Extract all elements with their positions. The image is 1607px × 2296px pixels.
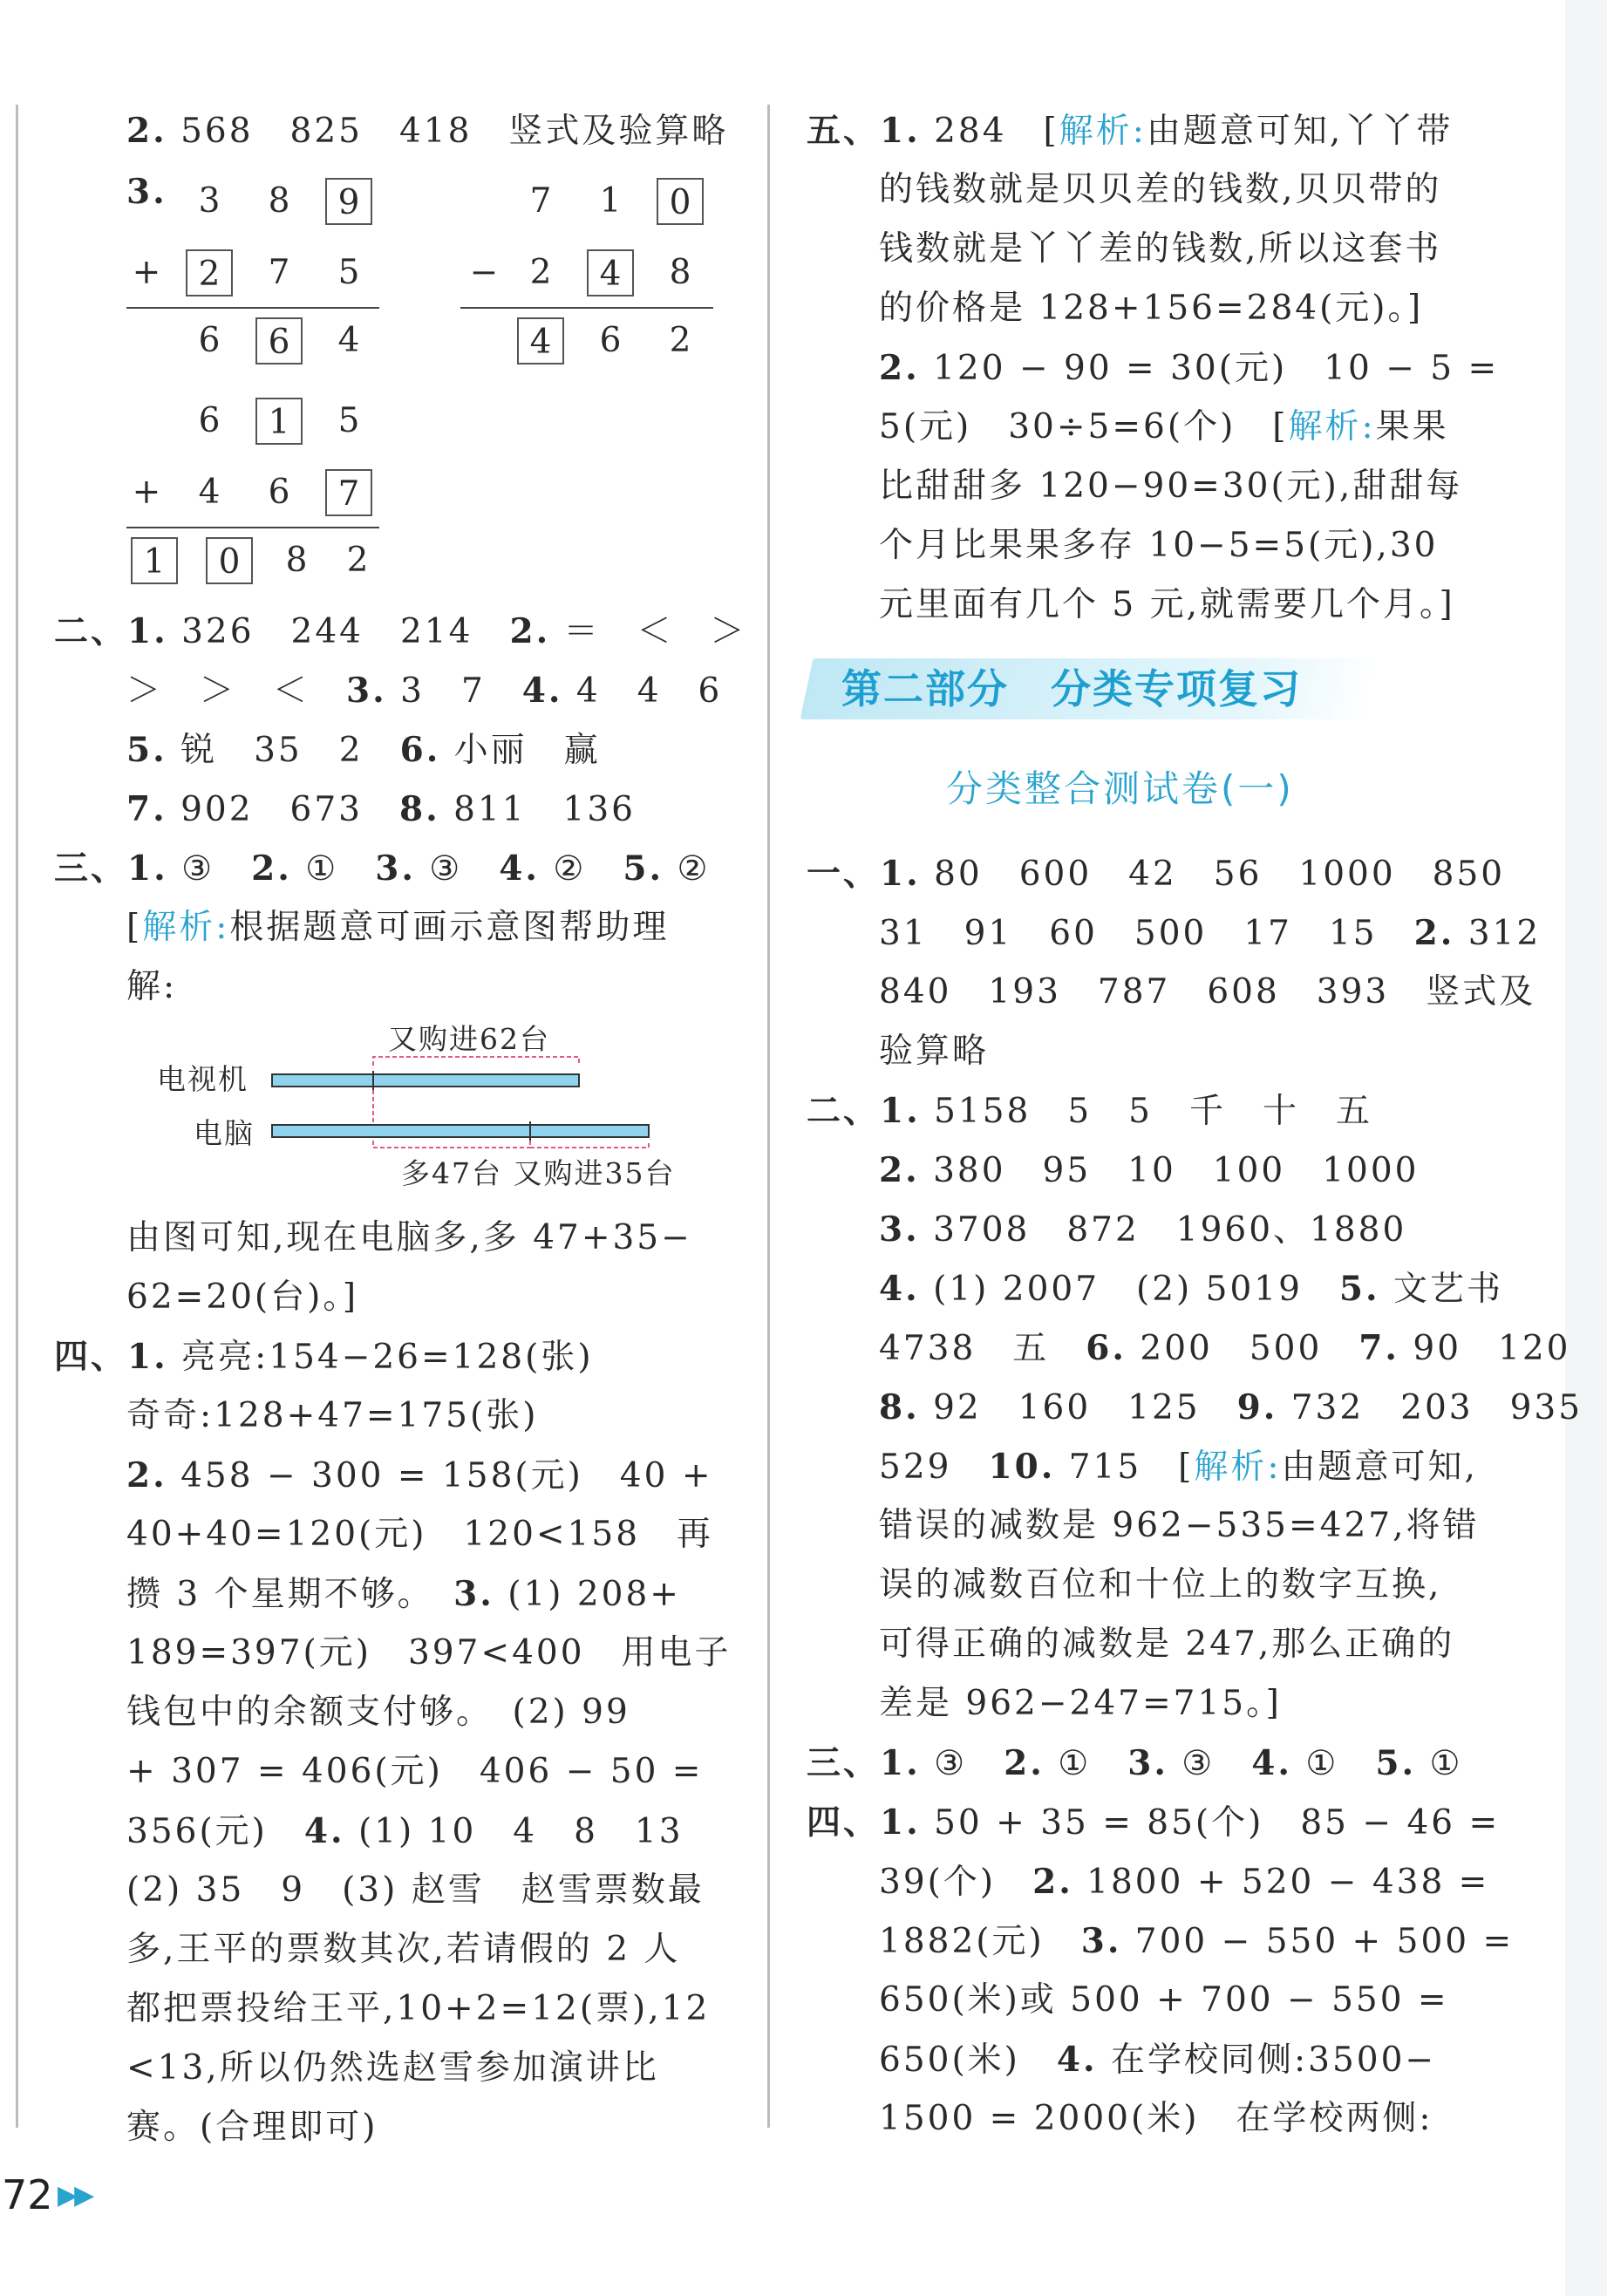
bottom-brace-1 bbox=[373, 1141, 530, 1148]
digit: 2 bbox=[669, 321, 691, 360]
digit: 7 bbox=[268, 253, 290, 292]
page-edge bbox=[1565, 0, 1607, 2296]
answer-line: 三、1. ③ 2. ① 3. ③ 4. ② 5. ② bbox=[54, 848, 711, 889]
answer-line: 189=397(元) 397<400 用电子 bbox=[126, 1633, 732, 1673]
digit: 6 bbox=[198, 401, 221, 440]
digit: 2 bbox=[346, 541, 369, 580]
digit: 6 bbox=[198, 321, 221, 360]
analysis-label: 解析: bbox=[1288, 407, 1376, 446]
answer-line: 五、1. 284 [解析:由题意可知,丫丫带 bbox=[807, 111, 1454, 151]
difference-line bbox=[460, 307, 713, 309]
answer-line: 4738 五 6. 200 500 7. 90 120 bbox=[879, 1328, 1571, 1368]
section-banner-title: 第二部分 分类专项复习 bbox=[841, 665, 1302, 712]
digit: 6 bbox=[268, 473, 290, 512]
blank-box: 7 bbox=[325, 469, 372, 516]
digit: 5 bbox=[337, 253, 360, 292]
blank-box: 0 bbox=[206, 537, 253, 584]
blank-box: 1 bbox=[131, 537, 178, 584]
blank-box: 9 bbox=[325, 178, 372, 225]
sum-line bbox=[126, 307, 379, 309]
answer-line: (2) 35 9 (3) 赵雪 赵雪票数最 bbox=[126, 1870, 705, 1910]
operator: + bbox=[132, 473, 161, 512]
answer-line: 奇奇:128+47=175(张) bbox=[126, 1396, 539, 1435]
bottom-brace-2 bbox=[530, 1141, 649, 1148]
blank-box: 4 bbox=[587, 249, 634, 296]
answer-line: 529 10. 715 [解析:由题意可知, bbox=[879, 1447, 1478, 1487]
answer-line: 二、1. 326 244 214 2. ＝ ＜ ＞ bbox=[54, 611, 747, 651]
answer-line: 39(个) 2. 1800 + 520 − 438 = bbox=[879, 1862, 1490, 1902]
blank-box: 1 bbox=[255, 398, 303, 445]
answer-line: 错误的减数是 962−535=427,将错 bbox=[879, 1506, 1480, 1545]
digit: 8 bbox=[285, 541, 308, 580]
top-brace bbox=[373, 1057, 579, 1066]
blank-box: 6 bbox=[255, 317, 303, 364]
answer-line: 赛。(合理即可) bbox=[126, 2108, 378, 2147]
answer-line: 误的减数百位和十位上的数字互换, bbox=[879, 1565, 1442, 1604]
analysis-label: 解析: bbox=[1194, 1448, 1282, 1487]
digit: 6 bbox=[599, 321, 622, 360]
digit: 7 bbox=[529, 181, 552, 221]
answer-line: 二、1. 5158 5 5 千 十 五 bbox=[807, 1091, 1372, 1131]
answer-line: 四、1. 50 + 35 = 85(个) 85 − 46 = bbox=[807, 1802, 1501, 1843]
operator: + bbox=[132, 253, 161, 292]
answer-line: 7. 902 673 8. 811 136 bbox=[126, 789, 636, 829]
answer-line: 个月比果果多存 10−5=5(元),30 bbox=[879, 526, 1439, 565]
answer-line: 钱包中的余额支付够。 (2) 99 bbox=[126, 1693, 630, 1732]
answer-line: 比甜甜多 120−90=30(元),甜甜每 bbox=[879, 467, 1463, 506]
answer-line: 31 91 60 500 17 15 2. 312 bbox=[879, 913, 1542, 953]
answer-line: 650(米) 4. 在学校同侧:3500− bbox=[879, 2040, 1437, 2080]
answer-line: 验算略 bbox=[879, 1032, 990, 1071]
pc-bar bbox=[272, 1125, 649, 1137]
answer-line: 的价格是 128+156=284(元)。] bbox=[879, 289, 1424, 328]
answer-line: 356(元) 4. (1) 10 4 8 13 bbox=[126, 1811, 684, 1851]
answer-line: 1500 = 2000(米) 在学校两侧: bbox=[879, 2099, 1433, 2138]
answer-line: 5(元) 30÷5=6(个) [解析:果果 bbox=[879, 407, 1449, 446]
blank-box: 0 bbox=[657, 178, 704, 225]
analysis-label: 解析: bbox=[142, 908, 230, 947]
answer-line: 840 193 787 608 393 竖式及 bbox=[879, 972, 1536, 1012]
digit: 1 bbox=[599, 181, 622, 221]
answer-line: 62=20(台)。] bbox=[126, 1277, 359, 1317]
answer-line: ＞ ＞ ＜ 3. 3 7 4. 4 4 6 bbox=[126, 671, 723, 711]
left-margin-rule bbox=[16, 105, 18, 2128]
answer-line: 都把票投给王平,10+2=12(票),12 bbox=[126, 1989, 711, 2028]
answer-line: 差是 962−247=715。] bbox=[879, 1684, 1282, 1723]
diagram-label-top: 又购进62台 bbox=[388, 1022, 550, 1056]
diagram-label-pc: 电脑 bbox=[194, 1116, 255, 1150]
answer-line: 2. 568 825 418 竖式及验算略 bbox=[126, 111, 729, 151]
page-number: 72 bbox=[2, 2171, 53, 2218]
operator: − bbox=[469, 253, 499, 292]
answer-line: 由图可知,现在电脑多,多 47+35− bbox=[126, 1218, 692, 1257]
answer-line: 2. 458 − 300 = 158(元) 40 + bbox=[126, 1455, 713, 1495]
blank-box: 4 bbox=[517, 317, 564, 364]
question-number: 3. bbox=[126, 172, 167, 212]
answer-line: 四、1. 亮亮:154−26=128(张) bbox=[54, 1337, 594, 1377]
answer-line: 攒 3 个星期不够。 3. (1) 208+ bbox=[126, 1574, 681, 1614]
answer-line: 1882(元) 3. 700 − 550 + 500 = bbox=[879, 1921, 1515, 1961]
answer-line: <13,所以仍然选赵雪参加演讲比 bbox=[126, 2048, 659, 2088]
tv-bar bbox=[272, 1074, 579, 1087]
answer-line: 一、1. 80 600 42 56 1000 850 bbox=[807, 854, 1506, 894]
answer-line: 三、1. ③ 2. ① 3. ③ 4. ① 5. ① bbox=[807, 1743, 1463, 1783]
answer-line: 多,王平的票数其次,若请假的 2 人 bbox=[126, 1930, 681, 1969]
diagram-label-tv: 电视机 bbox=[157, 1062, 249, 1096]
blank-box: 2 bbox=[186, 249, 233, 296]
digit: 4 bbox=[337, 321, 360, 360]
digit: 2 bbox=[529, 253, 552, 292]
analysis-label: 解析: bbox=[1059, 112, 1147, 151]
answer-line: 2. 120 − 90 = 30(元) 10 − 5 = bbox=[879, 348, 1500, 388]
sum-line bbox=[126, 527, 379, 528]
answer-line: 可得正确的减数是 247,那么正确的 bbox=[879, 1625, 1455, 1664]
answer-line: 4. (1) 2007 (2) 5019 5. 文艺书 bbox=[879, 1269, 1504, 1309]
answer-line: 钱数就是丫丫差的钱数,所以这套书 bbox=[879, 229, 1442, 269]
digit: 3 bbox=[198, 181, 221, 221]
digit: 5 bbox=[337, 401, 360, 440]
answer-line: 2. 380 95 10 100 1000 bbox=[879, 1150, 1420, 1190]
answer-line: 元里面有几个 5 元,就需要几个月。] bbox=[879, 585, 1455, 624]
answer-line: 5. 锐 35 2 6. 小丽 赢 bbox=[126, 730, 601, 770]
answer-line: + 307 = 406(元) 406 − 50 = bbox=[126, 1752, 704, 1791]
page-arrow-icon: ▶▶ bbox=[58, 2180, 92, 2211]
column-divider bbox=[767, 105, 770, 2128]
answer-line: [解析:根据题意可画示意图帮助理 bbox=[126, 908, 670, 947]
answer-line: 8. 92 160 125 9. 732 203 935 bbox=[879, 1387, 1583, 1427]
answer-line: 40+40=120(元) 120<158 再 bbox=[126, 1515, 714, 1554]
answer-line: 650(米)或 500 + 700 − 550 = bbox=[879, 1980, 1449, 2020]
digit: 8 bbox=[669, 253, 691, 292]
digit: 8 bbox=[268, 181, 290, 221]
answer-line: 解: bbox=[126, 967, 178, 1006]
digit: 4 bbox=[198, 473, 221, 512]
answer-line: 3. 3708 872 1960、1880 bbox=[879, 1209, 1407, 1250]
answer-line: 的钱数就是贝贝差的钱数,贝贝带的 bbox=[879, 170, 1442, 209]
test-paper-title: 分类整合测试卷(一) bbox=[946, 767, 1294, 810]
segment-diagram-svg bbox=[262, 1046, 663, 1151]
diagram-label-bottom: 多47台 又购进35台 bbox=[401, 1156, 676, 1190]
